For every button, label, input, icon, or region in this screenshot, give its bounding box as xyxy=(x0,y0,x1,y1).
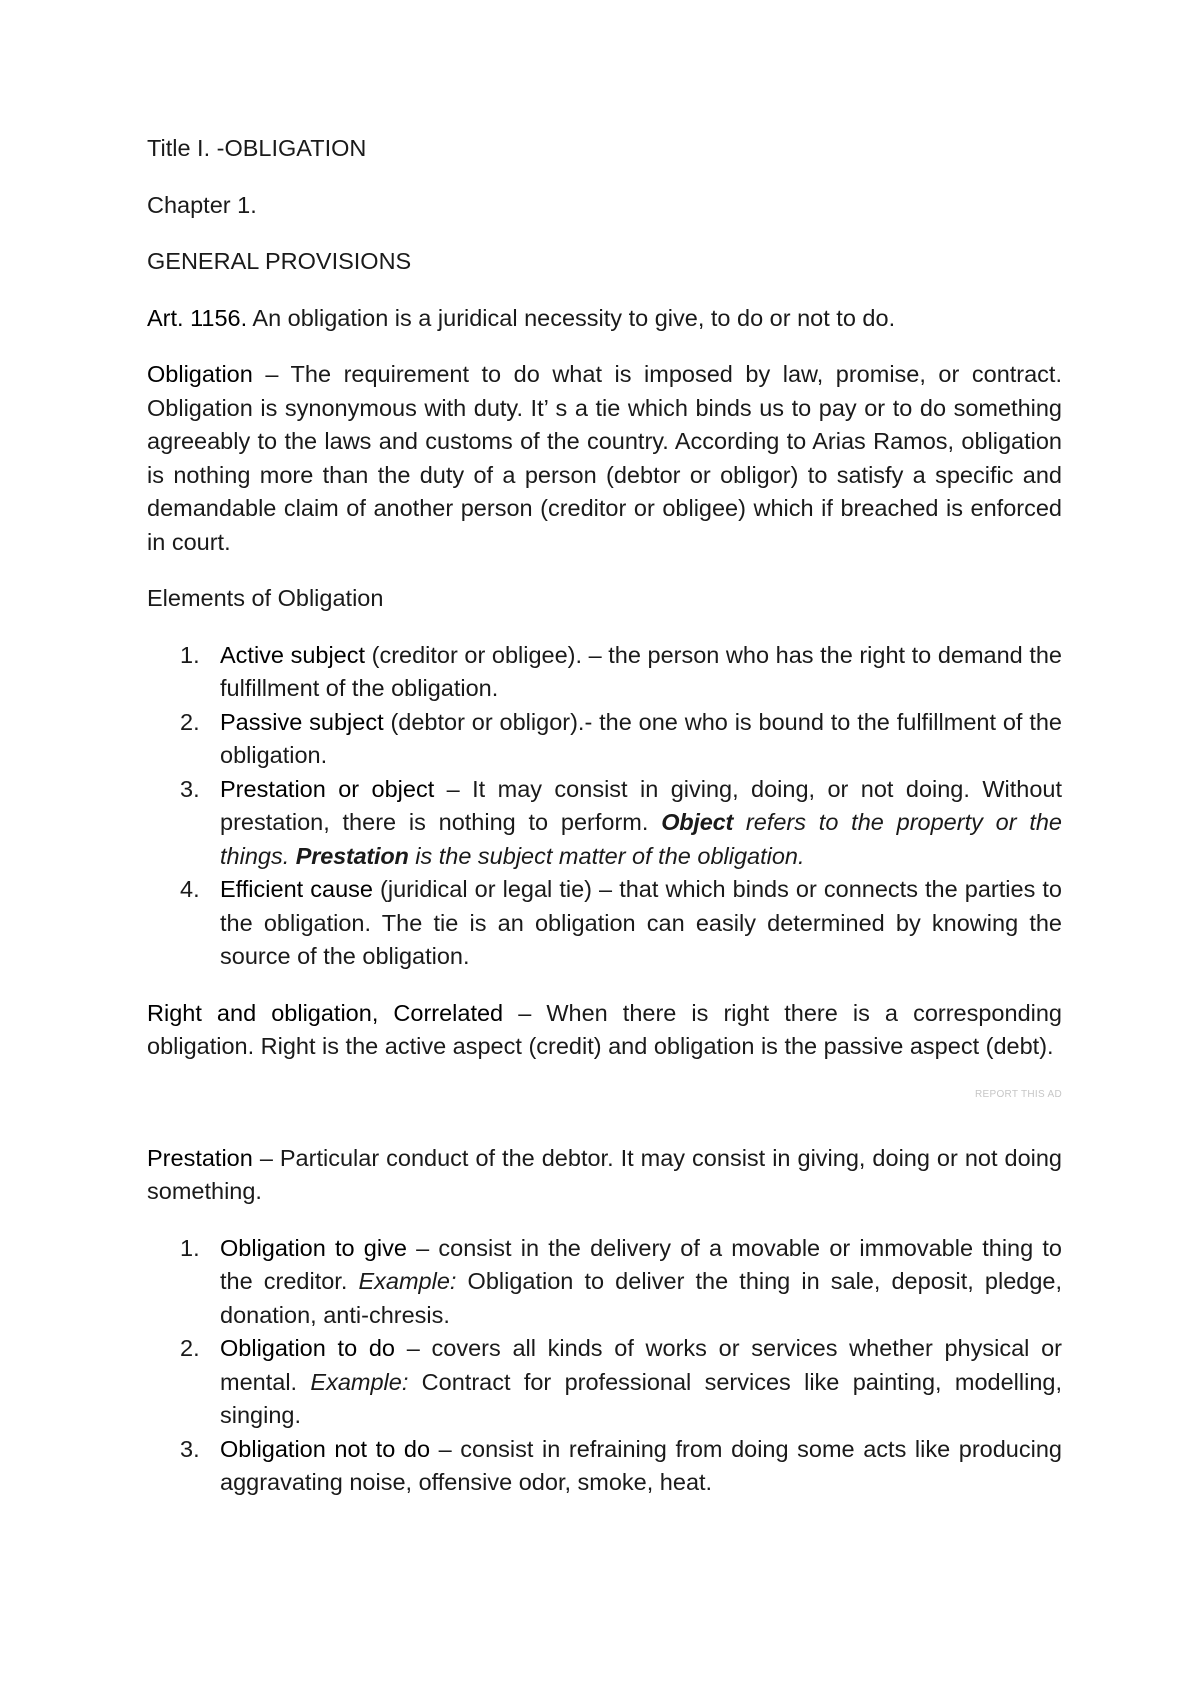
prestation-definition xyxy=(147,1142,1062,1209)
list-item xyxy=(180,1232,1062,1333)
obligation-definition xyxy=(147,358,1062,559)
list-number: 4. xyxy=(180,876,200,902)
article-label: Art. 1156. xyxy=(147,304,248,331)
example-label: Example: xyxy=(310,1368,409,1395)
type-text: – consist in refraining from doing some acts like producing aggravating noise, offensive odor, smoke, heat. xyxy=(220,1435,1062,1495)
elements-list xyxy=(147,639,1062,974)
obligation-term: Obligation xyxy=(147,361,253,387)
element-text: (juridical or legal tie) – that which binds or connects the parties to the obligation. The tie is an obligation can easily determined by knowing the source of the obligation. xyxy=(220,876,1062,969)
list-number: 1. xyxy=(180,1234,200,1261)
list-item xyxy=(180,706,1062,773)
section-heading: GENERAL PROVISIONS xyxy=(147,248,412,274)
element-text: (debtor or obligor).- the one who is bound to the fulfillment of the obligation. xyxy=(220,708,1062,768)
ad-spacer xyxy=(147,1078,1062,1088)
chapter-heading: Chapter 1. xyxy=(147,191,257,218)
type-term: Obligation not to do xyxy=(220,1435,431,1462)
elements-heading: Elements of Obligation xyxy=(147,585,384,611)
example-text: Obligation to deliver the thing in sale, deposit, pledge, donation, anti-chresis. xyxy=(220,1268,1062,1328)
article-text: An obligation is a juridical necessity to give, to do or not to do. xyxy=(247,304,896,331)
element-emphasis: Object xyxy=(661,809,734,835)
list-number: 3. xyxy=(180,775,200,802)
type-term: Obligation to give xyxy=(220,1234,407,1261)
report-ad-link[interactable]: REPORT THIS AD xyxy=(974,1088,1062,1100)
element-term: Efficient cause xyxy=(220,876,373,902)
type-text: – covers all kinds of works or services whether physical or mental. xyxy=(220,1335,1062,1395)
prestation-term: Prestation xyxy=(147,1144,253,1171)
obligation-text: – The requirement to do what is imposed by law, promise, or contract. Obligation is synonymous with duty. It’ s a tie which binds us to pay or to do something agreeably to the laws and customs of the country. According to Arias Ramos, obligation is nothing more than the duty of a person (debtor or obligor) to satisfy a specific and demandable claim of another person (creditor or obligee) which if breached is enforced in court. xyxy=(147,361,1062,555)
type-term: Obligation to do xyxy=(220,1335,395,1361)
article-1156 xyxy=(147,302,1062,336)
element-emphasis-text: is the subject matter of the obligation. xyxy=(408,842,805,869)
element-term: Prestation or object xyxy=(220,775,435,802)
list-number: 2. xyxy=(180,1335,200,1361)
element-text: (creditor or obligee). – the person who has the right to demand the fulfillment of the obligation. xyxy=(220,641,1062,701)
element-term: Active subject xyxy=(220,641,366,668)
list-item xyxy=(180,639,1062,706)
list-number: 1. xyxy=(180,641,200,668)
example-text: Contract for professional services like painting, modelling, singing. xyxy=(220,1368,1062,1428)
list-item xyxy=(180,873,1062,974)
element-term: Passive subject xyxy=(220,708,384,735)
list-number: 3. xyxy=(180,1435,200,1462)
element-text: – It may consist in giving, doing, or not doing. Without prestation, there is nothing to perform. xyxy=(220,775,1062,835)
list-item xyxy=(180,1332,1062,1433)
prestation-types-list xyxy=(147,1232,1062,1500)
type-text: – consist in the delivery of a movable or immovable thing to the creditor. xyxy=(220,1234,1062,1294)
list-item xyxy=(180,773,1062,874)
prestation-text: – Particular conduct of the debtor. It may consist in giving, doing or not doing something. xyxy=(147,1144,1062,1204)
right-obligation-term: Right and obligation, Correlated xyxy=(147,999,504,1026)
example-label: Example: xyxy=(358,1268,457,1294)
title-heading: Title I. -OBLIGATION xyxy=(147,135,367,161)
right-obligation-paragraph xyxy=(147,997,1062,1064)
element-emphasis: Prestation xyxy=(295,842,409,869)
element-emphasis-text: refers to the property or the things. xyxy=(220,809,1062,869)
list-number: 2. xyxy=(180,708,200,735)
right-obligation-text: – When there is right there is a corresponding obligation. Right is the active aspect (credit) and obligation is the passive aspect (debt). xyxy=(147,999,1062,1059)
list-item xyxy=(180,1433,1062,1500)
